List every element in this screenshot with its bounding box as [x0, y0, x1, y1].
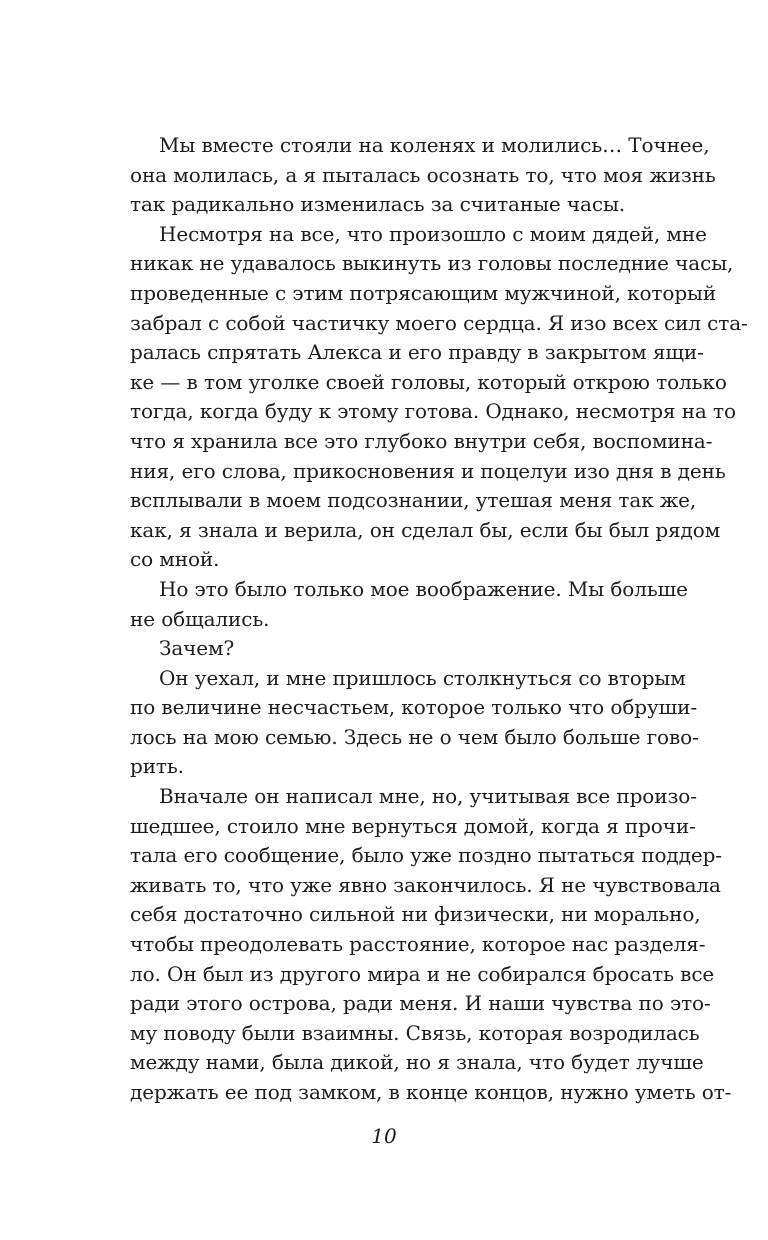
- paragraph-line: живать то, что уже явно закончилось. Я не чувствовала: [130, 872, 721, 897]
- paragraph-line: Несмотря на все, что произошло с моим дядей, мне: [159, 221, 707, 246]
- paragraph-line: так радикально изменилась за считаные часы.: [130, 192, 626, 217]
- paragraph-line: забрал с собой частичку моего сердца. Я изо всех сил ста-: [130, 310, 748, 335]
- paragraph-line: ке — в том уголке своей головы, который открою только: [130, 369, 727, 394]
- paragraph-line: проведенные с этим потрясающим мужчиной, который: [130, 280, 717, 305]
- paragraph-line: тала его сообщение, было уже поздно пытаться поддер-: [130, 843, 722, 868]
- paragraph-line: как, я знала и верила, он сделал бы, если бы был рядом: [130, 517, 721, 542]
- paragraph-line: Он уехал, и мне пришлось столкнуться со вторым: [159, 665, 686, 690]
- paragraph-line: себя достаточно сильной ни физически, ни морально,: [130, 902, 701, 927]
- paragraph-line: Мы вместе стояли на коленях и молились… Точнее,: [159, 133, 710, 157]
- paragraph-line: лось на мою семью. Здесь не о чем было больше гово-: [130, 724, 699, 749]
- paragraph-line: му поводу были взаимны. Связь, которая возродилась: [130, 1020, 700, 1045]
- paragraph-line: между нами, была дикой, но я знала, что будет лучше: [130, 1050, 704, 1075]
- paragraph-line: ния, его слова, прикосновения и поцелуи изо дня в день: [130, 458, 726, 483]
- paragraph-line: не общались.: [130, 606, 270, 631]
- paragraph-line: всплывали в моем подсознании, утешая меня так же,: [130, 488, 697, 513]
- paragraph-line: держать ее под замком, в конце концов, нужно уметь от-: [130, 1080, 732, 1104]
- paragraph-line: ради этого острова, ради меня. И наши чувства по это-: [130, 991, 711, 1016]
- paragraph-line: Зачем?: [159, 636, 235, 661]
- paragraph-line: она молилась, а я пыталась осознать то, что моя жизнь: [130, 162, 716, 187]
- paragraph-line: Вначале он написал мне, но, учитывая все произо-: [159, 784, 697, 809]
- paragraph-line: шедшее, стоило мне вернуться домой, когда я прочи-: [130, 813, 696, 838]
- paragraph-line: тогда, когда буду к этому готова. Однако, несмотря на то: [130, 399, 736, 424]
- body-text: [130, 131, 748, 1108]
- paragraph-line: что я хранила все это глубоко внутри себя, воспомина-: [130, 428, 713, 453]
- paragraph-line: рить.: [130, 754, 184, 779]
- paragraph-line: чтобы преодолевать расстояние, которое нас разделя-: [130, 932, 706, 957]
- paragraph-line: никак не удавалось выкинуть из головы последние часы,: [130, 251, 734, 276]
- paragraph-line: ло. Он был из другого мира и не собирался бросать все: [130, 961, 715, 986]
- paragraph-line: по величине несчастьем, которое только что обруши-: [130, 695, 698, 720]
- paragraph-line: ралась спрятать Алекса и его правду в закрытом ящи-: [130, 340, 704, 365]
- paragraph-line: Но это было только мое воображение. Мы больше: [159, 576, 688, 601]
- page-number: 10: [371, 1124, 397, 1148]
- paragraph-line: со мной.: [130, 547, 220, 572]
